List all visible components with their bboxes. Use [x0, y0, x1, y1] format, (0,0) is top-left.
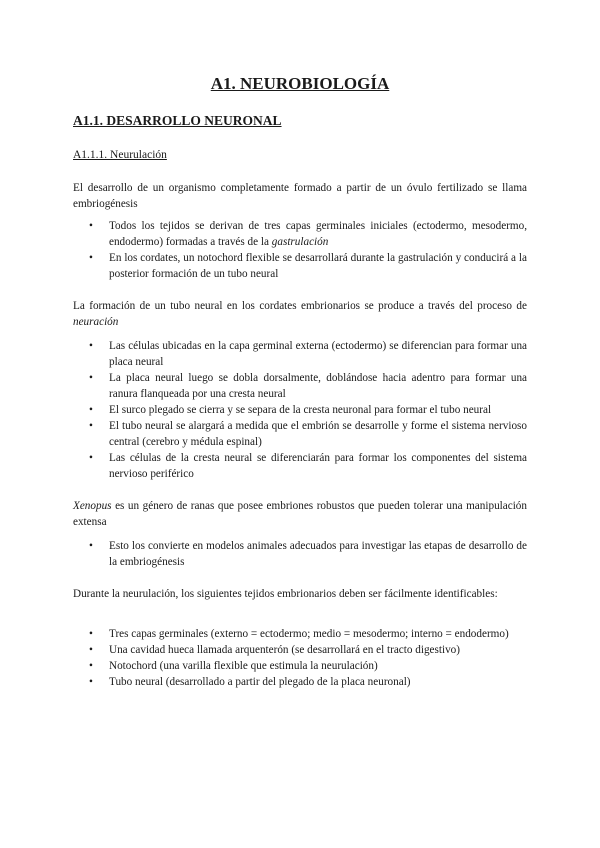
list-item: [73, 642, 527, 658]
bullet-icon: •: [89, 452, 93, 464]
bullet-icon: •: [89, 220, 93, 232]
list-item-text: Una cavidad hueca llamada arquenterón (se desarrollará en el tracto digestivo): [109, 644, 460, 656]
paragraph-text: La formación de un tubo neural en los cordates embrionarios se produce a través del proceso de: [73, 300, 527, 312]
list-item-text: Todos los tejidos se derivan de tres capas germinales iniciales (ectodermo, mesodermo, endodermo) formadas a través de la: [109, 220, 527, 248]
list-item: [73, 418, 527, 450]
paragraph-embryogenesis: [73, 180, 527, 212]
list-item: [73, 538, 527, 570]
list-item-text: En los cordates, un notochord flexible se desarrollará durante la gastrulación y conducirá a la posterior formación de un tubo neural: [109, 252, 527, 280]
paragraph-xenopus: [73, 498, 527, 530]
paragraph-tissues: [73, 586, 527, 602]
paragraph-emphasis: neuración: [73, 316, 119, 328]
list-item: [73, 250, 527, 282]
list-item-text: Notochord (una varilla flexible que estimula la neurulación): [109, 660, 378, 672]
bullet-icon: •: [89, 340, 93, 352]
list-item: [73, 218, 527, 250]
list-item-text: Tres capas germinales (externo = ectodermo; medio = mesodermo; interno = endodermo): [109, 628, 509, 640]
bullet-icon: •: [89, 372, 93, 384]
list-item-emphasis: gastrulación: [271, 236, 329, 248]
page-title: A1. NEUROBIOLOGÍA: [210, 74, 390, 93]
paragraph-text: Durante la neurulación, los siguientes tejidos embrionarios deben ser fácilmente identificables:: [73, 588, 498, 600]
list-tissues: [73, 626, 527, 690]
bullet-icon: •: [89, 628, 93, 640]
list-item: [73, 450, 527, 482]
list-item-text: El surco plegado se cierra y se separa de la cresta neuronal para formar el tubo neural: [109, 404, 492, 416]
paragraph-text: es un género de ranas que posee embriones robustos que pueden tolerar una manipulación extensa: [73, 500, 527, 528]
list-item-text: Tubo neural (desarrollado a partir del plegado de la placa neuronal): [109, 676, 411, 688]
list-germ-layers: [73, 218, 527, 282]
list-item: [73, 626, 527, 642]
list-item-text: El tubo neural se alargará a medida que el embrión se desarrolle y forme el sistema nervioso central (cerebro y médula espinal): [109, 420, 527, 448]
list-item: [73, 658, 527, 674]
bullet-icon: •: [89, 540, 93, 552]
list-item-text: Las células ubicadas en la capa germinal externa (ectodermo) se diferencian para formar una placa neural: [109, 340, 527, 368]
list-animal-models: [73, 538, 527, 570]
paragraph-text: El desarrollo de un organismo completamente formado a partir de un óvulo fertilizado se llama embriogénesis: [73, 182, 527, 210]
list-item: [73, 370, 527, 402]
list-item-text: Las células de la cresta neural se diferenciarán para formar los componentes del sistema nervioso periférico: [109, 452, 527, 480]
list-neurulation-steps: [73, 338, 527, 482]
bullet-icon: •: [89, 420, 93, 432]
paragraph-neural-tube: [73, 298, 527, 330]
list-item: [73, 674, 527, 690]
list-item-text: La placa neural luego se dobla dorsalmente, doblándose hacia adentro para formar una ranura flanqueada por una cresta neural: [109, 372, 527, 400]
subsection-heading: A1.1.1. Neurulación: [73, 149, 167, 161]
section-heading: A1.1. DESARROLLO NEURONAL: [73, 113, 282, 128]
bullet-icon: •: [89, 252, 93, 264]
paragraph-emphasis: Xenopus: [73, 500, 112, 512]
bullet-icon: •: [89, 660, 93, 672]
bullet-icon: •: [89, 404, 93, 416]
list-item-text: Esto los convierte en modelos animales adecuados para investigar las etapas de desarrollo de la embriogénesis: [109, 540, 527, 568]
bullet-icon: •: [89, 676, 93, 688]
list-item: [73, 338, 527, 370]
bullet-icon: •: [89, 644, 93, 656]
list-item: [73, 402, 527, 418]
